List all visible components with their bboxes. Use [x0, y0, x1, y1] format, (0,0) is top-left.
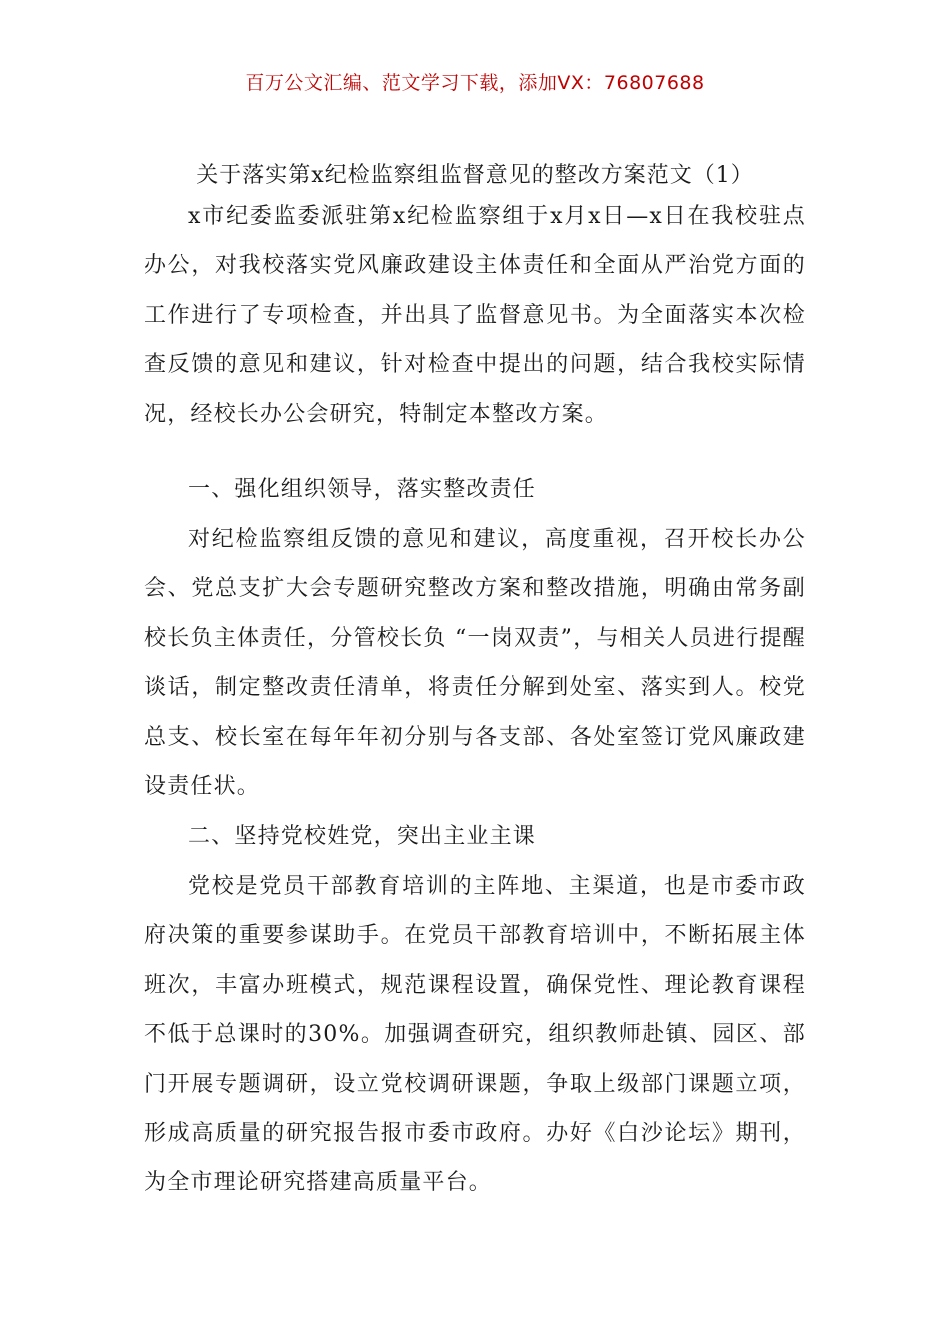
- section-2-paragraph: [144, 862, 806, 1208]
- intro-paragraph: [144, 192, 806, 439]
- section-heading-1: [144, 465, 806, 514]
- section-2-paragraph-text: 党校是党员干部教育培训的主阵地、主渠道，也是市委市政府决策的重要参谋助手。在党员干部教育培训中，不断拓展主体班次，丰富办班模式，规范课程设置，确保党性、理论教育课程不低于总课时的30%。加强调查研究，组织教师赴镇、园区、部门开展专题调研，设立党校调研课题，争取上级部门课题立项，形成高质量的研究报告报市委市政府。办好《白沙论坛》期刊，为全市理论研究搭建高质量平台。: [144, 874, 806, 1196]
- header-watermark-note: 百万公文汇编、范文学习下载，添加VX：76807688: [245, 72, 705, 94]
- section-1-paragraph: [144, 515, 806, 811]
- section-heading-2: [144, 812, 806, 861]
- section-heading-2-text: 二、坚持党校姓党，突出主业主课: [188, 824, 537, 849]
- intro-paragraph-text: x市纪委监委派驻第x纪检监察组于x月x日—x日在我校驻点办公，对我校落实党风廉政建设主体责任和全面从严治党方面的工作进行了专项检查，并出具了监督意见书。为全面落实本次检查反馈的意见和建议，针对检查中提出的问题，结合我校实际情况，经校长办公会研究，特制定本整改方案。: [144, 204, 806, 427]
- section-1-paragraph-text: 对纪检监察组反馈的意见和建议，高度重视，召开校长办公会、党总支扩大会专题研究整改方案和整改措施，明确由常务副校长负主体责任，分管校长负 “一岗双责”，与相关人员进行提醒谈话，制定整改责任清单，将责任分解到处室、落实到人。校党总支、校长室在每年年初分别与各支部、各处室签订党风廉政建设责任状。: [144, 527, 806, 800]
- document-title: 关于落实第x纪检监察组监督意见的整改方案范文（1）: [196, 163, 754, 188]
- section-heading-1-text: 一、强化组织领导，落实整改责任: [188, 477, 537, 502]
